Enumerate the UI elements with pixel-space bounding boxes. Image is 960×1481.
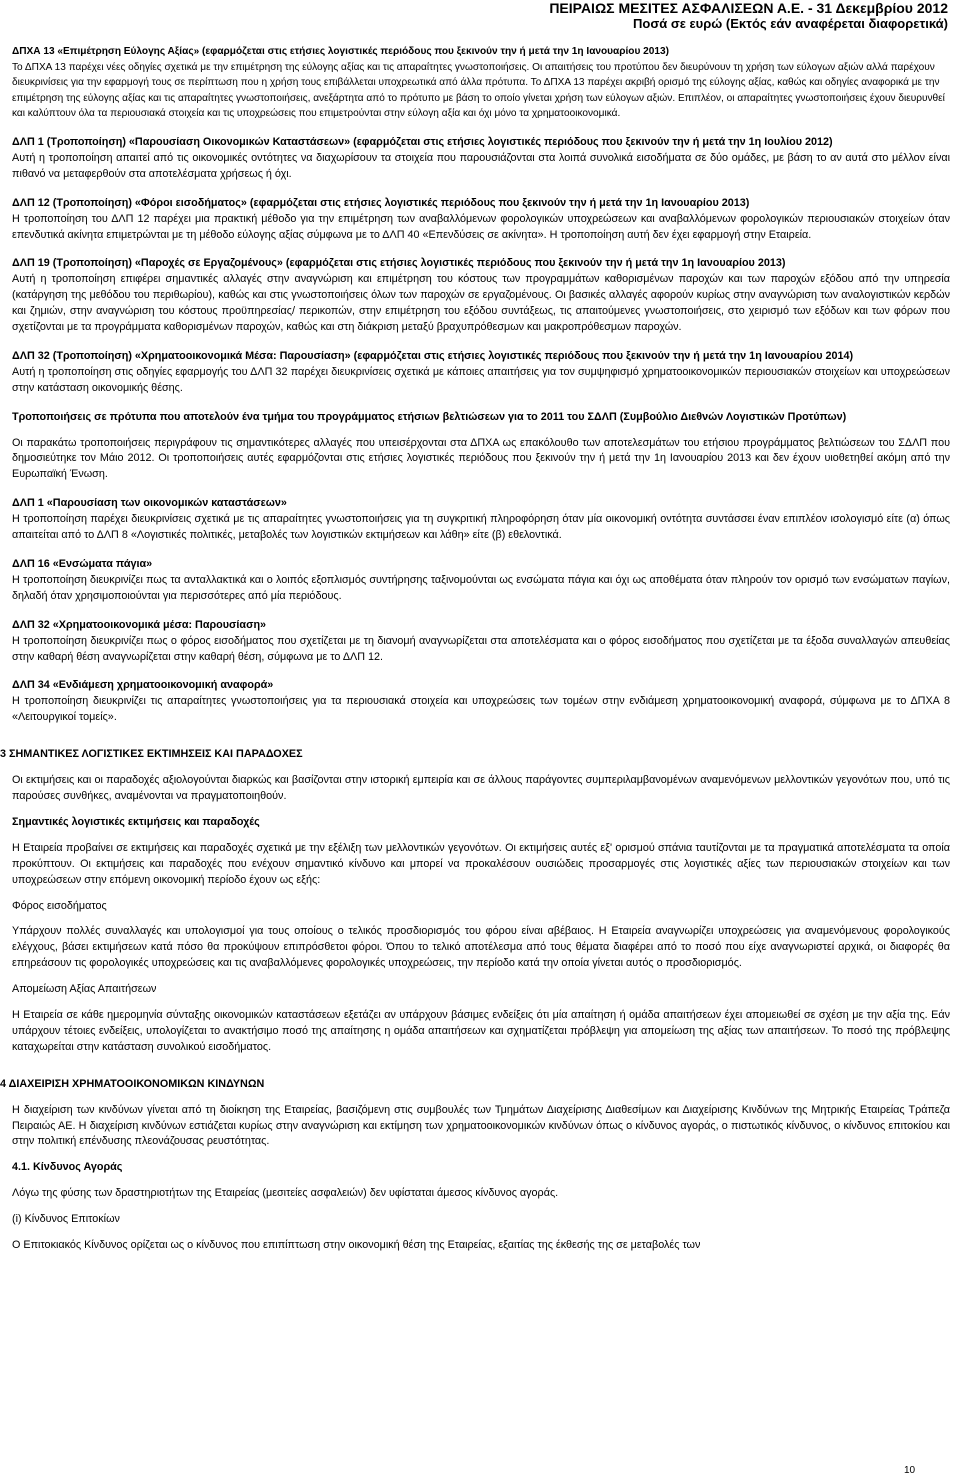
currency-note: Ποσά σε ευρώ (Εκτός εάν αναφέρεται διαφορετικά) <box>633 16 948 31</box>
dlp12-heading: ΔΛΠ 12 (Τροποποίηση) «Φόροι εισοδήματος» (εφαρμόζεται στις ετήσιες λογιστικές περιόδους που ξεκινούν την ή μετά την 1η Ιανουαρίου 2013) <box>12 196 750 209</box>
section4-heading: 4 ΔΙΑΧΕΙΡΙΣΗ ΧΡΗΜΑΤΟΟΙΚΟΝΟΜΙΚΩΝ ΚΙΝΔΥΝΩΝ <box>0 1077 265 1090</box>
dlp1-heading: ΔΛΠ 1 (Τροποποίηση) «Παρουσίαση Οικονομικών Καταστάσεων» (εφαρμόζεται στις ετήσιες λογιστικές περιόδους που ξεκινούν την ή μετά την 1η Ιουλίου 2012) <box>12 135 833 148</box>
section-imp-dlp16 <box>12 557 950 605</box>
section-imp-dlp34 <box>12 678 950 726</box>
section-3 <box>0 747 950 1056</box>
section3-sub-text: Η Εταιρεία προβαίνει σε εκτιμήσεις και παραδοχές σχετικά με την εξέλιξη των μελλοντικών γεγονότων. Οι εκτιμήσεις αυτές εξ' ορισμού σπάνια ταυτίζονται με τα πραγματικά αποτελέσματα τα οποία προκύπτουν. Οι εκτιμήσεις και παραδοχές που ενέχουν σημαντικό κίνδυνο και μπορεί να προκαλέσουν ουσιώδεις προσαρμογές στις λογιστικές αξίες των περιουσιακών στοιχείων και των υποχρεώσεων στην επόμενη οικονομική περίοδο έχουν ως εξής: <box>12 841 950 886</box>
imp-dlp16-heading: ΔΛΠ 16 «Ενσώματα πάγια» <box>12 558 153 570</box>
section-dlp32 <box>12 349 950 397</box>
section-improvements <box>12 410 950 484</box>
imp-dlp16-text: Η τροποποίηση διευκρινίζει πως τα ανταλλακτικά και ο λοιπός εξοπλισμός συντήρησης ταξινομούνται ως ενσώματα πάγια και όχι ως αποθέματα όταν πληρούν τον ορισμό των ενσώματων παγίων, δηλαδή όταν χρησιμοποιούνται για περισσότερες από μία περιόδους. <box>12 573 950 602</box>
section3-heading: 3 ΣΗΜΑΝΤΙΚΕΣ ΛΟΓΙΣΤΙΚΕΣ ΕΚΤΙΜΗΣΕΙΣ ΚΑΙ ΠΑΡΑΔΟΧΕΣ <box>0 748 303 761</box>
dlp19-text: Αυτή η τροποποίηση επιφέρει σημαντικές αλλαγές στην αναγνώριση και επιμέτρηση του κόστους των προγραμμάτων καθορισμένων παροχών και των παροχών εξόδου από την υπηρεσία (κατάργηση της μεθόδου του περιθωρίου), καθώς και στις γνωστοποιήσεις όλων των παροχών σε εργαζομένους. Οι βασικές αλλαγές αφορούν κυρίως στην αναγνώριση των αναλογιστικών κερδών και ζημιών, στην αναγνώριση του κόστους προϋπηρεσίας/ περικοπών, στην επιμέτρηση του εξόδου συντάξεως, τις απαιτούμενες γνωστοποιήσεις, στο χειρισμό των εξόδων και των φόρων που σχετίζονται με τα προγράμματα καθορισμένων παροχών, καθώς και στη διάκριση μεταξύ βραχυπρόθεσμων και μακροπρόθεσμων παροχών. <box>12 273 950 334</box>
section-dlp19 <box>12 256 950 336</box>
section3-sub-heading: Σημαντικές λογιστικές εκτιμήσεις και παραδοχές <box>12 815 260 828</box>
tax-text: Υπάρχουν πολλές συναλλαγές και υπολογισμοί για τους οποίους ο τελικός προσδιορισμός του φόρου είναι αβέβαιος. Η Εταιρεία αναγνωρίζει υποχρεώσεις για αναμενόμενους φορολογικούς ελέγχους, βάσει εκτιμήσεων κατά πόσο θα προκύψουν επιπρόσθετοι φόροι. Όπου το τελικό αποτέλεσμα από τους θέματα διαφέρει από το ποσό που είχε αναγνωριστεί αρχικά, οι διαφορές θα επηρεάσουν τις φορολογικές υποχρεώσεις και τις αναβαλλόμενες φορολογικές υποχρεώσεις, την περίοδο κατά την οποία γίνεται αυτός ο προσδιορισμός. <box>12 925 950 970</box>
tax-heading: Φόρος εισοδήματος <box>12 899 107 912</box>
interest-risk-text: Ο Επιτοκιακός Κίνδυνος ορίζεται ως ο κίνδυνος που επιπίπτωση στην οικονομική θέση της Εταιρείας, εξαιτίας της έκθεσής της σε μεταβολές των <box>12 1239 701 1252</box>
dlp19-heading: ΔΛΠ 19 (Τροποποίηση) «Παροχές σε Εργαζομένους» (εφαρμόζεται στις ετήσιες λογιστικές περιόδους που ξεκινούν την ή μετά την 1η Ιανουαρίου 2013) <box>12 257 786 270</box>
pxa13-text: Το ΔΠΧΑ 13 παρέχει νέες οδηγίες σχετικά με την επιμέτρηση της εύλογης αξίας και τις απαραίτητες γνωστοποιήσεις. Οι απαιτήσεις του προτύπου δεν διευρύνουν τη χρήση των εύλογων αξιών αλλά παρέχουν διευκρινίσεις για την εφαρμογή τους σε περίπτωση που η χρήση τους επιβάλλεται υποχρεωτικά από άλλα πρότυπα. Το ΔΠΧΑ 13 παρέχει ακριβή ορισμό της εύλογης αξίας, καθώς και οδηγίες αναφορικά με την επιμέτρηση της εύλογης αξίας και τις απαραίτητες γνωστοποιήσεις, ανεξάρτητα από το πρότυπο με βάση το οποίο γίνεται χρήση των εύλογων αξιών. Επιπλέον, οι απαραίτητες γνωστοποιήσεις έχουν διευρυνθεί και καλύπτουν όλα τα περιουσιακά στοιχεία και τις υποχρεώσεις που επιμετρούνται στην εύλογη αξία και όχι μόνο τα χρηματοοικονομικά. <box>12 61 945 120</box>
section3-intro: Οι εκτιμήσεις και οι παραδοχές αξιολογούνται διαρκώς και βασίζονται στην ιστορική εμπειρία και σε άλλους παράγοντες συμπεριλαμβανομένων αναμενόμενων μελλοντικών γεγονότων που, υπό τις παρούσες συνθήκες, αναμένονται να πραγματοποιηθούν. <box>12 774 950 802</box>
document-body <box>0 44 950 1254</box>
section-imp-dlp32 <box>12 618 950 666</box>
page-number: 10 <box>904 1465 916 1476</box>
impairment-heading: Απομείωση Αξίας Απαιτήσεων <box>12 983 157 996</box>
improvements-text: Οι παρακάτω τροποποιήσεις περιγράφουν τις σημαντικότερες αλλαγές που υπεισέρχονται στα ΔΠΧΑ ως επακόλουθο των αποτελεσμάτων του ετήσιου προγράμματος βελτιώσεων του ΣΔΛΠ που δημοσιεύτηκε τον Μάιο 2012. Οι τροποποιήσεις αυτές εφαρμόζονται στις ετήσιες λογιστικές περιόδους που ξεκινούν την ή μετά την 1η Ιανουαρίου 2013 και δεν έχουν υιοθετηθεί ακόμη από την Ευρωπαϊκή Ένωση. <box>12 436 950 481</box>
market-risk-text: Λόγω της φύσης των δραστηριοτήτων της Εταιρείας (μεσιτείες ασφαλειών) δεν υφίσταται άμεσος κίνδυνος αγοράς. <box>12 1187 559 1200</box>
section4-text: Η διαχείριση των κινδύνων γίνεται από τη διοίκηση της Εταιρείας, βασιζόμενη στις συμβουλές των Τμημάτων Διαχείρισης Διαθεσίμων και Διαχείρισης Κινδύνων της Μητρικής Εταιρείας Τράπεζα Πειραιώς ΑΕ. Η διαχείριση κινδύνων εστιάζεται κυρίως στην αναγνώριση και εκτίμηση των χρηματοοικονομικών κινδύνων όπως ο κίνδυνος αγοράς, ο πιστωτικός κίνδυνος, ο κίνδυνος επιτοκίου και στην πολιτική επένδυσης πλεονάζουσας ρευστότητας. <box>12 1103 950 1148</box>
section-pxa13 <box>12 44 950 122</box>
market-risk-heading: 4.1. Κίνδυνος Αγοράς <box>12 1161 123 1174</box>
dlp32-text: Αυτή η τροποποίηση στις οδηγίες εφαρμογής του ΔΛΠ 32 παρέχει διευκρινίσεις σχετικά με κάποιες απαιτήσεις για τον συμψηφισμό χρηματοοικονομικών περιουσιακών στοιχείων και υποχρεώσεων στην κατάσταση οικονομικής θέσης. <box>12 365 950 394</box>
dlp1-text: Αυτή η τροποποίηση απαιτεί από τις οικονομικές οντότητες να διαχωρίσουν τα στοιχεία που παρουσιάζονται στα λοιπά συνολικά εισοδήματα σε δύο ομάδες, με βάση το αν αυτά στο μέλλον είναι πιθανό να μεταφερθούν στα αποτελέσματα χρήσεως ή όχι. <box>12 151 950 180</box>
imp-dlp34-text: Η τροποποίηση διευκρινίζει τις απαραίτητες γνωστοποιήσεις για τα περιουσιακά στοιχεία και υποχρεώσεις των τομέων στην ενδιάμεση χρηματοοικονομική αναφορά, σύμφωνα με το ΔΠΧΑ 8 «Λειτουργικοί τομείς». <box>12 695 950 724</box>
improvements-heading: Τροποποιήσεις σε πρότυπα που αποτελούν ένα τμήμα του προγράμματος ετήσιων βελτιώσεων για το 2011 του ΣΔΛΠ (Συμβούλιο Διεθνών Λογιστικών Προτύπων) <box>12 410 847 423</box>
section-imp-dlp1 <box>12 496 950 544</box>
imp-dlp32-heading: ΔΛΠ 32 «Χρηματοοικονομικά μέσα: Παρουσίαση» <box>12 618 267 631</box>
pxa13-heading: ΔΠΧΑ 13 «Επιμέτρηση Εύλογης Αξίας» (εφαρμόζεται στις ετήσιες λογιστικές περιόδους που ξεκινούν την ή μετά την 1η Ιανουαρίου 2013) <box>12 46 669 57</box>
section-dlp1 <box>12 135 950 183</box>
section-4 <box>0 1077 950 1254</box>
document-title: ΠΕΙΡΑΙΩΣ ΜΕΣΙΤΕΣ ΑΣΦΑΛΙΣΕΩΝ Α.Ε. - 31 Δεκεμβρίου 2012 <box>549 0 948 16</box>
imp-dlp32-text: Η τροποποίηση διευκρινίζει πως ο φόρος εισοδήματος που σχετίζεται με τη διανομή αναγνωρίζεται στα αποτελέσματα και ο φόρος εισοδήματος που σχετίζεται με τα έξοδα συναλλαγών απευθείας στην καθαρή θέση αναγνωρίζεται στην καθαρή θέση, σύμφωνα με το ΔΛΠ 12. <box>12 634 950 663</box>
imp-dlp1-heading: ΔΛΠ 1 «Παρουσίαση των οικονομικών καταστάσεων» <box>12 497 287 510</box>
impairment-text: Η Εταιρεία σε κάθε ημερομηνία σύνταξης οικονομικών καταστάσεων εξετάζει αν υπάρχουν βάσιμες ενδείξεις ότι μία απαίτηση ή ομάδα απαιτήσεων έχει απομειωθεί σε σχέση με την αξία της. Εάν υπάρχουν τέτοιες ενδείξεις, υπολογίζεται το ανακτήσιμο ποσό της απαίτησης η ομάδα απαιτήσεων και σχηματίζεται πρόβλεψη για απομείωση της αξίας των απαιτήσεων. Το ποσό της πρόβλεψης καταχωρείται στην κατάσταση συνολικού εισοδήματος. <box>12 1009 950 1053</box>
interest-risk-heading: (i) Κίνδυνος Επιτοκίων <box>12 1213 120 1226</box>
section-dlp12 <box>12 196 950 244</box>
dlp32-heading: ΔΛΠ 32 (Τροποποίηση) «Χρηματοοικονομικά Μέσα: Παρουσίαση» (εφαρμόζεται στις ετήσιες λογιστικές περιόδους που ξεκινούν την ή μετά την 1η Ιανουαρίου 2014) <box>12 349 854 362</box>
dlp12-text: Η τροποποίηση του ΔΛΠ 12 παρέχει μια πρακτική μέθοδο για την επιμέτρηση των αναβαλλόμενων φορολογικών υποχρεώσεων και αναβαλλόμενων φορολογικών περιουσιακών στοιχείων όταν επενδυτικά ακίνητα επιμετρώνται με τη μέθοδο εύλογης αξίας σύμφωνα με το ΔΛΠ 40 «Επενδύσεις σε ακίνητα». Η τροποποίηση αυτή δεν έχει εφαρμογή στην Εταιρεία. <box>12 212 950 241</box>
page-header <box>0 0 960 34</box>
imp-dlp34-heading: ΔΛΠ 34 «Ενδιάμεση χρηματοοικονομική αναφορά» <box>12 679 274 692</box>
imp-dlp1-text: Η τροποποίηση παρέχει διευκρινίσεις σχετικά με τις απαραίτητες γνωστοποιήσεις για τη συγκριτική πληροφόρηση όταν μία οικονομική οντότητα συντάσσει έναν επιπλέον ισολογισμό είτε (α) όπως απαιτείται από το ΔΛΠ 8 «Λογιστικές πολιτικές, μεταβολές των λογιστικών εκτιμήσεων και λάθη» είτε (β) εθελοντικά. <box>12 513 950 542</box>
